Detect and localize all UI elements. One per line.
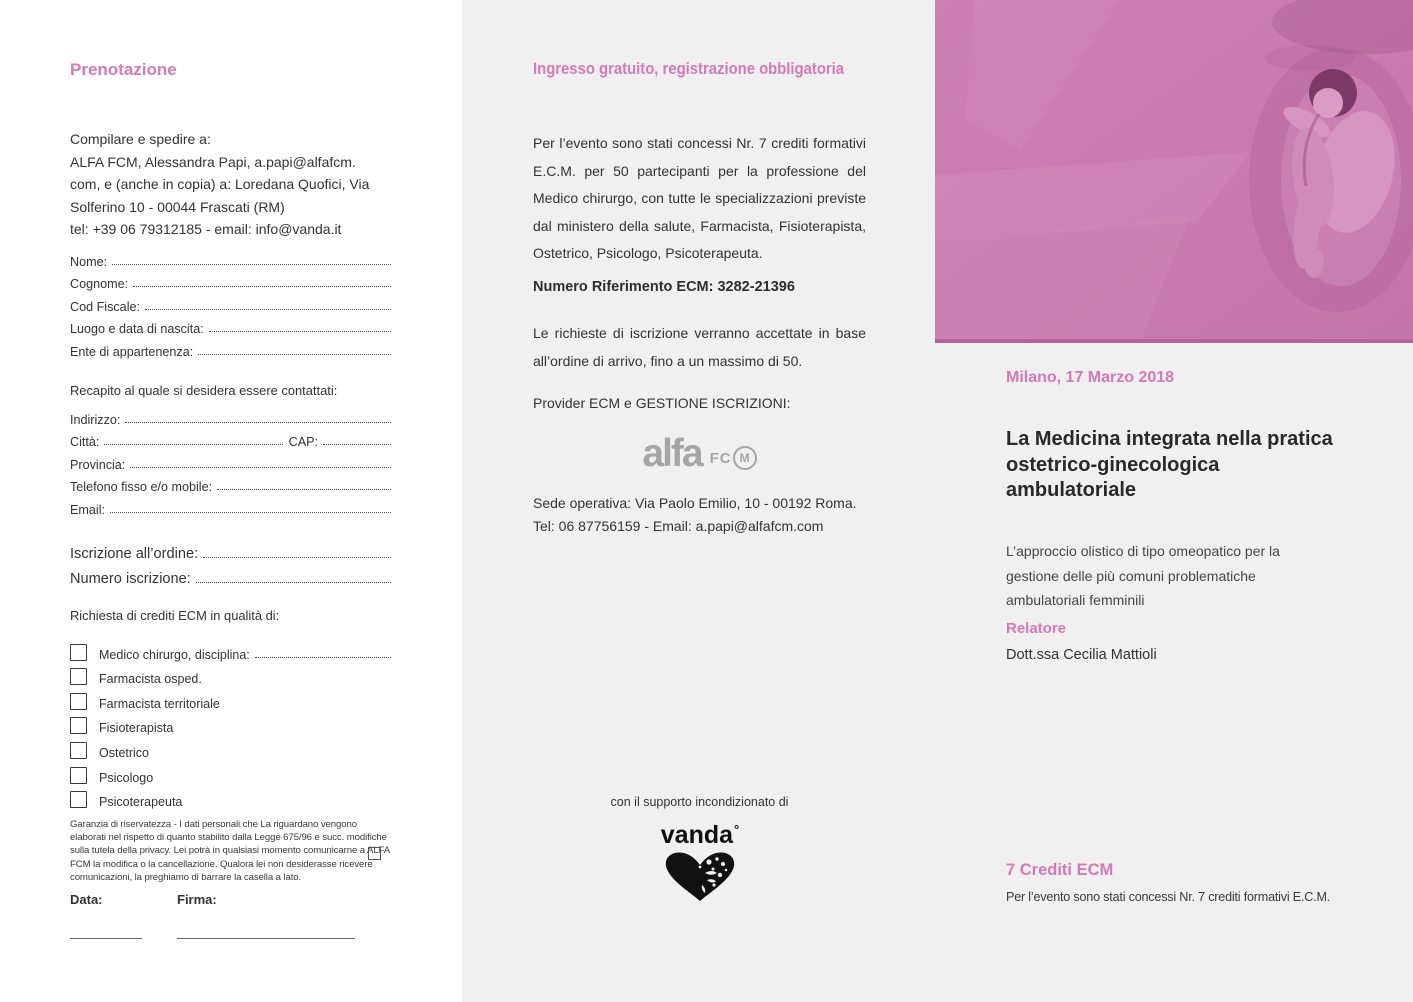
dotted-line: [112, 264, 391, 265]
field-label: Email:: [70, 502, 105, 517]
field-label: Nome:: [70, 254, 108, 269]
personal-data-fields: [70, 246, 391, 359]
signature-label: Firma:: [177, 892, 217, 907]
address-line: ALFA FCM, Alessandra Papi, a.papi@alfafcm.: [70, 153, 356, 170]
field-label: Numero iscrizione:: [70, 571, 191, 587]
checkbox-icon: [70, 668, 87, 685]
fcm-logo-mark: [710, 446, 757, 470]
ecm-option-row: [70, 662, 391, 687]
vanda-text: vanda: [660, 821, 734, 849]
privacy-notice: [70, 818, 392, 884]
form-field-row: [70, 427, 391, 450]
checkbox-icon: [70, 717, 87, 734]
checkbox-icon: [70, 693, 87, 710]
form-field-row: [70, 449, 391, 472]
ecm-option-row: [70, 760, 391, 785]
ecm-option-label: Farmacista osped.: [99, 672, 202, 687]
provider-address-block: [533, 492, 866, 538]
dotted-line: [323, 444, 391, 445]
registration-order-paragraph: Le richieste di iscrizione verranno accettate in base all’ordine di arrivo, fino a un massimo di 50.: [533, 325, 866, 369]
field-label: Indirizzo:: [70, 412, 121, 427]
form-field-row: [70, 494, 391, 517]
ecm-option-label: Medico chirurgo, disciplina:: [99, 647, 250, 662]
dotted-line: [130, 467, 391, 468]
dotted-line: [110, 512, 391, 513]
ecm-credits-paragraph: Per l’evento sono stati concessi Nr. 7 crediti formativi E.C.M. per 50 partecipanti per la professione del Medico chirurgo, con tutte le specializzazioni previste dal ministero della salute, Farmacista, Fisioterapista, Ostetrico, Psicologo, Psicoterapeuta.: [533, 135, 866, 261]
contact-fields: [70, 404, 391, 517]
provider-label: Provider ECM e GESTIONE ISCRIZIONI:: [533, 395, 791, 411]
contact-section-heading: Recapito al quale si desidera essere contattati:: [70, 383, 338, 398]
cover-image: [935, 0, 1413, 343]
ecm-option-label: Farmacista territoriale: [99, 696, 220, 711]
free-entry-heading: Ingresso gratuito, registrazione obbligatoria: [533, 60, 845, 78]
ecm-option-row: [70, 686, 391, 711]
field-label: Luogo e data di nascita:: [70, 322, 204, 336]
form-field-row: [70, 562, 391, 588]
alfa-fcm-logo: [533, 432, 866, 476]
field-label: Telefono fisso e/o mobile:: [70, 480, 213, 494]
address-line: Compilare e spedire a:: [70, 131, 211, 147]
checkbox-icon: [70, 767, 87, 784]
field-label: Città:: [70, 435, 100, 449]
dotted-line: [145, 309, 391, 310]
vanda-heart-icon: [663, 851, 737, 903]
dotted-line: [217, 489, 391, 490]
ecm-reference-number: Numero Riferimento ECM: 3282-21396: [533, 279, 795, 295]
dotted-line: [196, 582, 391, 583]
checkbox-icon: [70, 644, 87, 661]
field-label: Cognome:: [70, 277, 129, 291]
event-title: La Medicina integrata nella pratica ostetrico-ginecologica ambulatoriale: [1006, 428, 1333, 501]
form-field-row: [70, 536, 391, 562]
dotted-line: [255, 657, 391, 658]
ecm-section-heading: Richiesta di crediti ECM in qualità di:: [70, 608, 280, 623]
privacy-text: Garanzia di riservatezza - I dati personali che La riguardano vengono elaborati nel rispetto di quanto stabilito dalla Legge 675/96 e succ. modifiche sulla tutela della privacy. Lei potrà in qualsiasi momento comunicarne a ALFA FCM la modifica o la cancellazione. Qualora lei non desiderasse ricevere comunicazioni, la preghiamo di barrare la casella a lato.: [70, 819, 390, 883]
ecm-option-row: [70, 711, 391, 736]
form-field-row: [70, 269, 391, 292]
address-line: com, e (anche in copia) a: Loredana Quofici, Via: [70, 176, 370, 192]
dotted-line: [203, 557, 391, 558]
form-field-row: [70, 472, 391, 495]
form-field-row: [70, 314, 391, 337]
mailing-address-block: [70, 128, 400, 241]
ecm-option-label: Fisioterapista: [99, 721, 174, 736]
form-field-row: [70, 291, 391, 314]
opt-out-checkbox-icon: [368, 847, 381, 860]
checkbox-icon: [70, 791, 87, 808]
ecm-option-label: Psicologo: [99, 770, 154, 785]
fcm-letters: FC: [709, 449, 732, 467]
registration-info-panel: [533, 0, 866, 1002]
provider-address-line: Sede operativa: Via Paolo Emilio, 10 - 00192 Roma.: [533, 495, 857, 511]
speaker-section-label: Relatore: [1006, 620, 1067, 637]
ecm-option-label: Psicoterapeuta: [99, 795, 183, 810]
dotted-line: [198, 354, 391, 355]
field-label: Cod Fiscale:: [70, 299, 140, 314]
address-line: tel: +39 06 79312185 - email: info@vanda.it: [70, 221, 342, 237]
booking-heading: Prenotazione: [70, 60, 177, 79]
address-line: Solferino 10 - 00044 Frascati (RM): [70, 198, 285, 215]
event-subtitle: L’approccio olistico di tipo omeopatico per la gestione delle più comuni problematiche ambulatoriali femminili: [1006, 543, 1280, 608]
form-field-row: [70, 404, 391, 427]
event-date: Milano, 17 Marzo 2018: [1006, 369, 1175, 386]
dotted-line: [125, 422, 391, 423]
checkbox-icon: [70, 742, 87, 759]
fcm-circled-m-icon: M: [733, 446, 757, 470]
ecm-option-row: [70, 735, 391, 760]
credits-heading: 7 Crediti ECM: [1006, 861, 1114, 879]
field-label: Iscrizione all’ordine:: [70, 545, 199, 562]
vanda-wordmark: [661, 821, 738, 850]
field-label: Ente di appartenenza:: [70, 344, 194, 359]
booking-panel: [70, 0, 391, 1002]
vanda-logo: [533, 821, 866, 903]
credits-description: Per l’evento sono stati concessi Nr. 7 crediti formativi E.C.M.: [1006, 890, 1331, 904]
provider-contact-line: Tel: 06 87756159 - Email: a.papi@alfafcm.com: [533, 518, 824, 534]
form-field-row: [70, 336, 391, 359]
field-label: Provincia:: [70, 457, 126, 472]
ecm-option-label: Ostetrico: [99, 745, 150, 760]
registered-mark-icon: °: [734, 822, 740, 837]
form-field-row: [70, 246, 391, 269]
ecm-option-row: [70, 637, 391, 662]
sponsor-support-text: con il supporto incondizionato di: [610, 795, 789, 809]
dotted-line: [104, 444, 282, 445]
signature-blank-line: [177, 938, 355, 939]
ecm-option-row: [70, 785, 391, 810]
date-label: Data:: [70, 892, 103, 907]
ecm-options-list: [70, 637, 391, 809]
dotted-line: [133, 286, 391, 287]
field-label: CAP:: [288, 435, 318, 449]
speaker-name: Dott.ssa Cecilia Mattioli: [1006, 647, 1157, 663]
date-blank-line: [70, 938, 142, 939]
alfa-logo-wordmark: alfa: [642, 432, 702, 475]
dotted-line: [209, 331, 391, 332]
order-registration-fields: [70, 536, 391, 587]
signature-row: [70, 892, 391, 907]
